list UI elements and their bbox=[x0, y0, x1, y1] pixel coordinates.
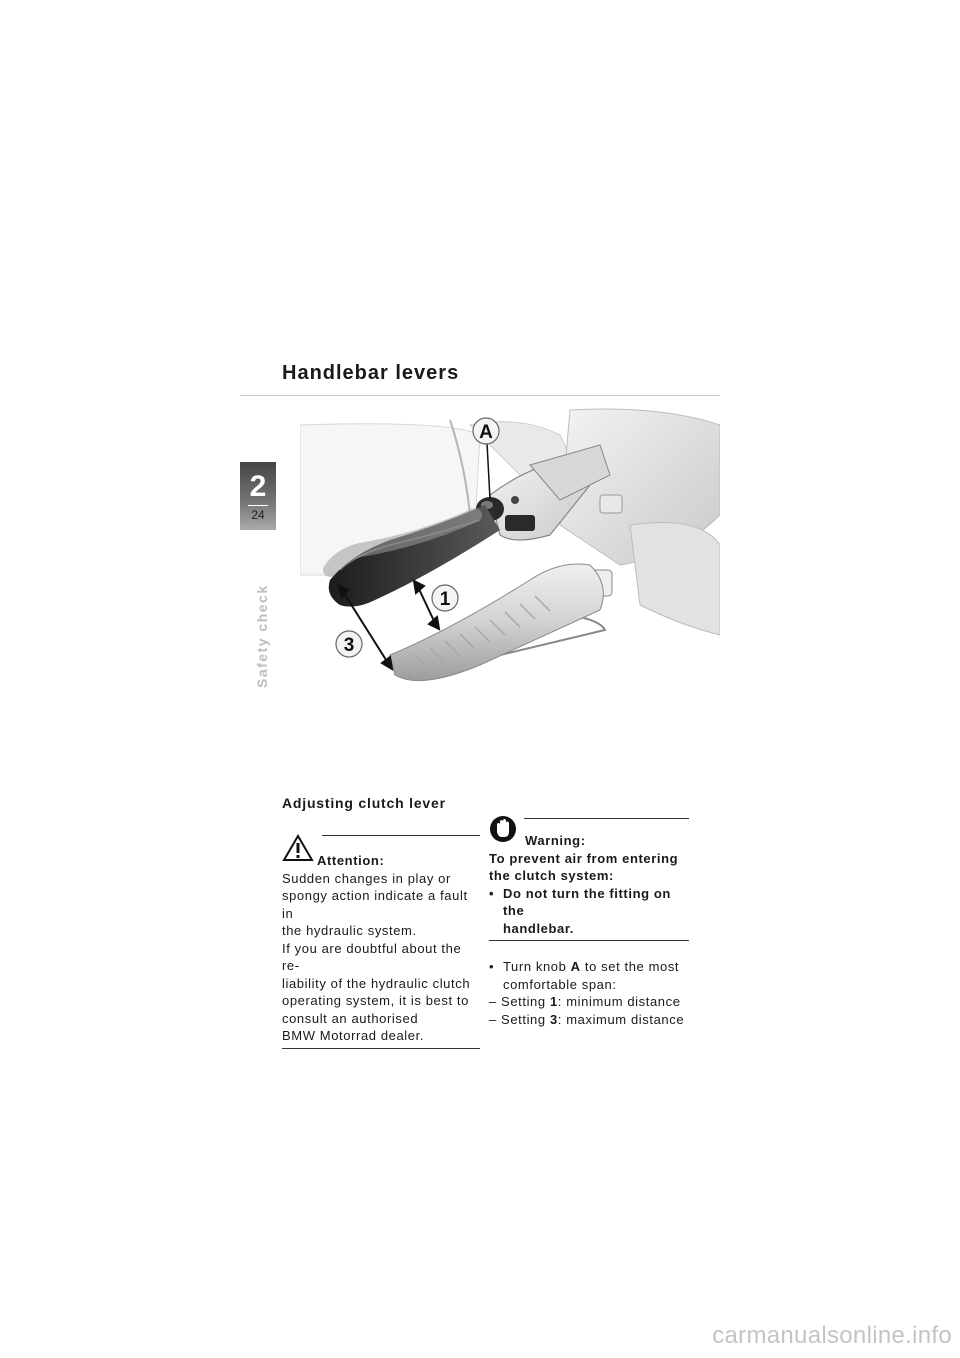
warning-triangle-icon bbox=[282, 834, 314, 862]
handlebar-grip bbox=[390, 564, 603, 681]
warning-label: Warning: bbox=[525, 833, 586, 848]
step-key: A bbox=[570, 959, 581, 974]
instruction-step-line bbox=[503, 958, 679, 976]
attention-notice bbox=[282, 832, 480, 1049]
attention-line: Sudden changes in play or bbox=[282, 870, 451, 886]
attention-line: BMW Motorrad dealer. bbox=[282, 1028, 425, 1043]
setting-suffix: : maximum distance bbox=[557, 1011, 685, 1027]
chapter-tab-divider bbox=[248, 505, 268, 506]
stop-hand-icon bbox=[489, 815, 517, 843]
page-number: 24 bbox=[251, 508, 265, 522]
attention-line: spongy action indicate a fault in bbox=[282, 888, 468, 921]
svg-text:A: A bbox=[479, 422, 493, 443]
clutch-lever-illustration bbox=[300, 405, 720, 705]
setting-prefix: – Setting bbox=[489, 1011, 550, 1027]
bullet-mark: • bbox=[489, 885, 495, 901]
warning-bullet-line: Do not turn the fitting on the bbox=[503, 885, 671, 918]
attention-line: If you are doubtful about the re- bbox=[282, 940, 462, 973]
attention-label: Attention: bbox=[317, 853, 385, 868]
setting-line-1 bbox=[489, 993, 689, 1011]
attention-rule-bottom bbox=[282, 1048, 480, 1049]
section-heading: Adjusting clutch lever bbox=[282, 795, 446, 811]
step-text: Turn knob bbox=[503, 959, 571, 974]
attention-line: consult an authorised bbox=[282, 1010, 419, 1026]
chapter-number: 2 bbox=[249, 470, 267, 503]
bullet-mark: • bbox=[489, 959, 495, 974]
svg-text:1: 1 bbox=[439, 589, 451, 610]
watermark-link[interactable]: carmanualsonline.info bbox=[712, 1322, 952, 1349]
warning-line: the clutch system: bbox=[489, 868, 614, 883]
warning-line: To prevent air from entering bbox=[489, 850, 679, 866]
setting-prefix: – Setting bbox=[489, 994, 550, 1009]
attention-line: operating system, it is best to bbox=[282, 993, 469, 1008]
setting-key: 1 bbox=[549, 994, 558, 1009]
attention-line: the hydraulic system. bbox=[282, 923, 417, 938]
page-title: Handlebar levers bbox=[282, 362, 460, 384]
svg-text:3: 3 bbox=[343, 635, 355, 656]
setting-line-3 bbox=[489, 1011, 689, 1029]
warning-column bbox=[489, 815, 689, 1028]
instruction-step-line: comfortable span: bbox=[503, 976, 617, 992]
title-rule bbox=[240, 395, 720, 396]
warning-rule-top bbox=[524, 818, 689, 819]
step-text: to set the most bbox=[580, 959, 680, 974]
instruction-step bbox=[489, 958, 689, 993]
callout-3 bbox=[336, 631, 362, 657]
attention-rule-top bbox=[322, 835, 480, 836]
callout-1 bbox=[432, 585, 458, 611]
warning-bullet-line: handlebar. bbox=[503, 920, 575, 936]
side-chapter-label: Safety check bbox=[254, 584, 270, 688]
setting-suffix: : minimum distance bbox=[557, 994, 681, 1009]
warning-bullet bbox=[489, 885, 689, 938]
setting-key: 3 bbox=[549, 1011, 558, 1027]
attention-line: liability of the hydraulic clutch bbox=[282, 975, 471, 991]
callout-a bbox=[473, 418, 499, 444]
